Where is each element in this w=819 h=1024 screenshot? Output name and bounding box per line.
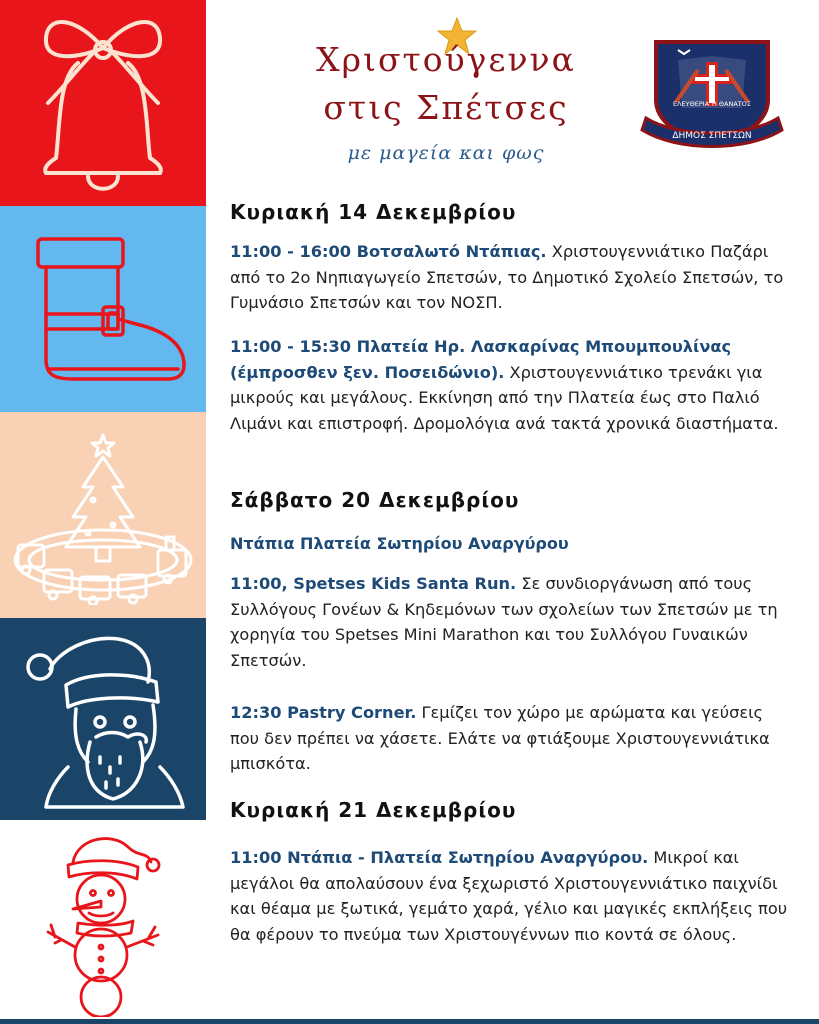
crest-ribbon-text: ΔΗΜΟΣ ΣΠΕΤΣΩΝ [672, 131, 752, 141]
snowman-panel [0, 820, 206, 1024]
event-description: Χριστουγεννιάτικο Παζάρι από το 2ο Νηπιαγωγείο Σπετσών, το Δημοτικό Σχολείο Σπετσών, το Γυμνάσιο Σπετσών και τον ΝΟΣΠ. [230, 242, 784, 312]
event-description: Μικροί και μεγάλοι θα απολαύσουν ένα ξεχωριστό Χριστουγεννιάτικο παιχνίδι και θέαμα με ξωτικά, γεμάτο χαρά, γέλιο και μαγικές εκπλήξεις που θα φέρουν το πνεύμα των Χριστουγέννων πιο κοντά σε όλους. [230, 848, 788, 944]
event-description: Γεμίζει τον χώρο με αρώματα και γεύσεις που δεν πρέπει να χάσετε. Ελάτε να φτιάξουμε Χριστουγεννιάτικα μπισκότα. [230, 703, 770, 773]
event-description: Σε συνδιοργάνωση από τους Συλλόγους Γονέων & Κηδεμόνων των σχολείων των Σπετσών με τη χορηγία του Spetses Mini Marathon και του Συλλόγου Γυναικών Σπετσών. [230, 574, 778, 670]
santa-panel [0, 618, 206, 820]
decorative-sidebar [0, 0, 206, 1024]
tree-train-icon [8, 425, 198, 605]
event-description: Χριστουγεννιάτικο τρενάκι για μικρούς και μεγάλους. Εκκίνηση από την Πλατεία έως στο Παλιό Λιμάνι και επιστροφή. Δρομολόγια ανά τακτά χρονικά διαστήματα. [230, 362, 779, 433]
tree-panel [0, 412, 206, 618]
event-item [230, 334, 790, 436]
title-line-1: Χριστούγεννα [316, 40, 576, 79]
event-highlight: 11:00 Ντάπια - Πλατεία Σωτηρίου Αναργύρου. [230, 848, 649, 867]
boot-panel [0, 206, 206, 412]
day-heading: Κυριακή 14 Δεκεμβρίου [230, 200, 517, 224]
boot-icon [18, 229, 188, 389]
event-item [230, 700, 790, 777]
bell-panel [0, 0, 206, 206]
title-line-2: στις Σπέτσες [323, 88, 569, 127]
santa-icon [18, 627, 188, 812]
day-heading: Σάββατο 20 Δεκεμβρίου [230, 488, 520, 512]
bell-icon [18, 8, 188, 198]
event-highlight: 11:00 - 15:30 Πλατεία Ηρ. Λασκαρίνας Μπουμπουλίνας (έμπροσθεν ξεν. Ποσειδώνιο). [230, 337, 732, 382]
day-heading: Κυριακή 21 Δεκεμβρίου [230, 798, 517, 822]
snowman-icon [33, 827, 173, 1017]
event-highlight: 11:00, Spetses Kids Santa Run. [230, 574, 517, 593]
crest-motto-text: ΕΛΕΥΘΕΡΙΑ Ή ΘΑΝΑΤΟΣ [673, 100, 751, 108]
venue-label: Ντάπια Πλατεία Σωτηρίου Αναργύρου [230, 534, 569, 553]
municipality-crest-logo [638, 30, 786, 152]
event-highlight: 11:00 - 16:00 Βοτσαλωτό Ντάπιας. [230, 242, 547, 261]
bottom-border [0, 1019, 819, 1024]
event-item [230, 845, 790, 947]
event-item [230, 239, 790, 316]
event-highlight: 12:30 Pastry Corner. [230, 703, 417, 722]
subtitle: με μαγεία και φως [347, 142, 545, 164]
event-item [230, 571, 790, 673]
